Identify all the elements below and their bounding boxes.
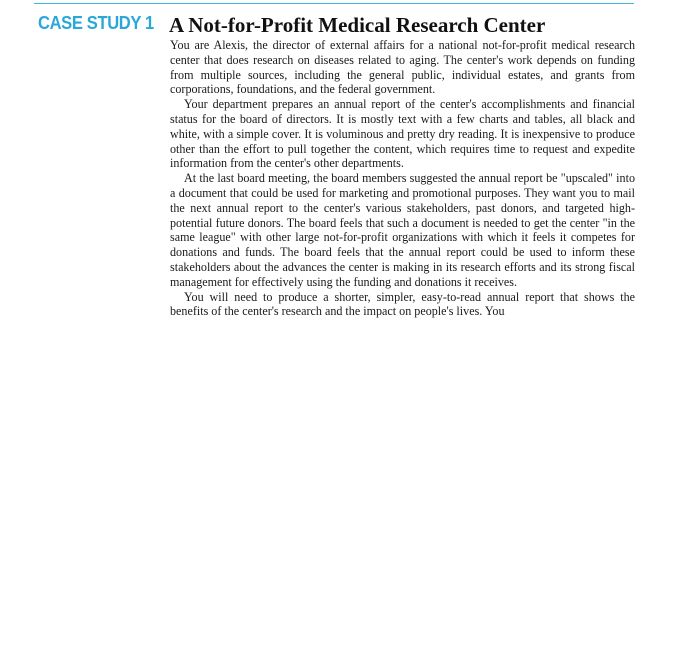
case-study-label: CASE STUDY 1	[38, 13, 154, 33]
case-study-body	[170, 38, 635, 319]
case-study-title: A Not-for-Profit Medical Research Center	[169, 13, 546, 37]
top-rule	[34, 3, 634, 4]
body-paragraph-4: You will need to produce a shorter, simpler, easy-to-read annual report that shows the benefits of the center's research and the impact on people's lives. You	[170, 289, 635, 319]
body-paragraph-2: Your department prepares an annual report of the center's accomplishments and financial status for the board of directors. It is mostly text with a few charts and tables, all black and white, with a simple cover. It is voluminous and pretty dry reading. It is inexpensive to produce other than the effort to pull together the content, which requires time to request and expedite information from the center's other departments.	[170, 97, 635, 171]
body-paragraph-1: You are Alexis, the director of external affairs for a national not-for-profit medical research center that does research on diseases related to aging. The center's work depends on funding from multiple sources, including the general public, individual estates, and grants from corporations, foundations, and the federal government.	[170, 38, 635, 97]
body-paragraph-3: At the last board meeting, the board members suggested the annual report be "upscaled" into a document that could be used for marketing and promotional purposes. They want you to mail the next annual report to the center's various stakeholders, past donors, and targeted high-potential future donors. The board feels that such a document is needed to get the center "in the same league" with other large not-for-profit organizations with which it feels it competes for donations and funds. The board feels that the annual report could be used to inform these stakeholders about the advances the center is making in its research efforts and its strong fiscal management for effectively using the funding and donations it receives.	[170, 171, 635, 289]
